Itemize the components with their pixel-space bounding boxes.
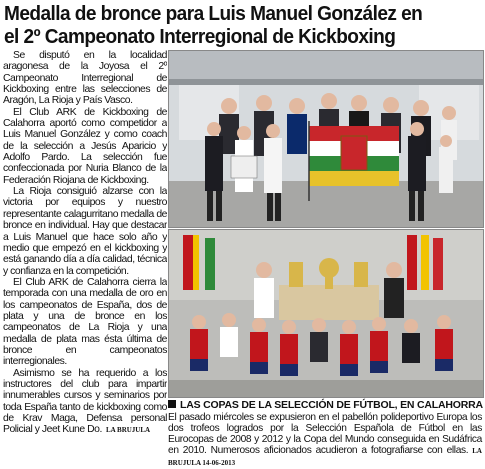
caption-title-text: LAS COPAS DE LA SELECCIÓN DE FÚTBOL, EN CALAHORRA	[180, 399, 483, 411]
article-body	[3, 50, 167, 468]
caption-signature: LA BRUJULA 14-06-2013	[168, 447, 482, 468]
kickboxing-team-photo	[168, 50, 484, 228]
headline	[4, 2, 449, 48]
article-paragraph	[3, 368, 167, 437]
football-trophies-illustration	[169, 230, 483, 397]
caption-title	[168, 399, 482, 411]
article-paragraph: Se disputó en la localidad aragonesa de la Joyosa el 2º Campeonato Interregional de Kickboxing entre las selecciones de Aragón, La Rioja y País Vasco.	[3, 50, 167, 107]
square-bullet-icon	[168, 400, 176, 408]
caption-body-text: El pasado miércoles se expusieron en el pabellón polideportivo Europa los dos trofeos logrados por la Selección Española de Fútbol en las Eurocopas de 2008 y 2012 y la Copa del Mundo conseguida en Sudáfrica en 2010. Numerosos aficionados acudieron a fotografiarse con ellas.	[168, 412, 482, 457]
article-last-paragraph-text: Asimismo se ha requerido a los instructores del club para impartir innumerables cursos y seminarios por toda España tanto de kickboxing como de Krav Maga, Defensa personal Policial y Jeet Kune Do.	[3, 367, 167, 436]
headline-line-2: el 2º Campeonato Interregional de Kickboxing	[4, 25, 396, 48]
football-trophies-photo	[168, 229, 484, 398]
article-paragraph: El Club ARK de Calahorra cierra la temporada con una medalla de oro en los campeonatos de España, dos de plata y una de bronce en los campeonatos de La Rioja y una medalla de plata mas ésta última de bronce en campeonatos interregionales.	[3, 276, 167, 368]
headline-line-1: Medalla de bronce para Luis Manuel González en	[4, 2, 423, 25]
caption-body	[168, 412, 482, 469]
article-signature: LA BRUJULA	[105, 426, 151, 435]
article-paragraph: La Rioja consiguió alzarse con la victoria por equipos y nuestro representante calagurritano medalla de bronce en individual. Hay que destacar a Luis Manuel que hace solo año y medio que empezó en el kickboxing y está ganando día a día calidad, técnica y confianza en la competición.	[3, 186, 167, 277]
article-paragraph: El Club ARK de Kickboxing de Calahorra aportó como competidor a Luis Manuel González y como coach de la selección a Jesús Aparicio y Adolfo Pardo. La selección fue confeccionada por Nuria Blanco de la Federación Riojana de Kickboxing.	[3, 106, 167, 186]
kickboxing-team-illustration	[169, 51, 483, 227]
